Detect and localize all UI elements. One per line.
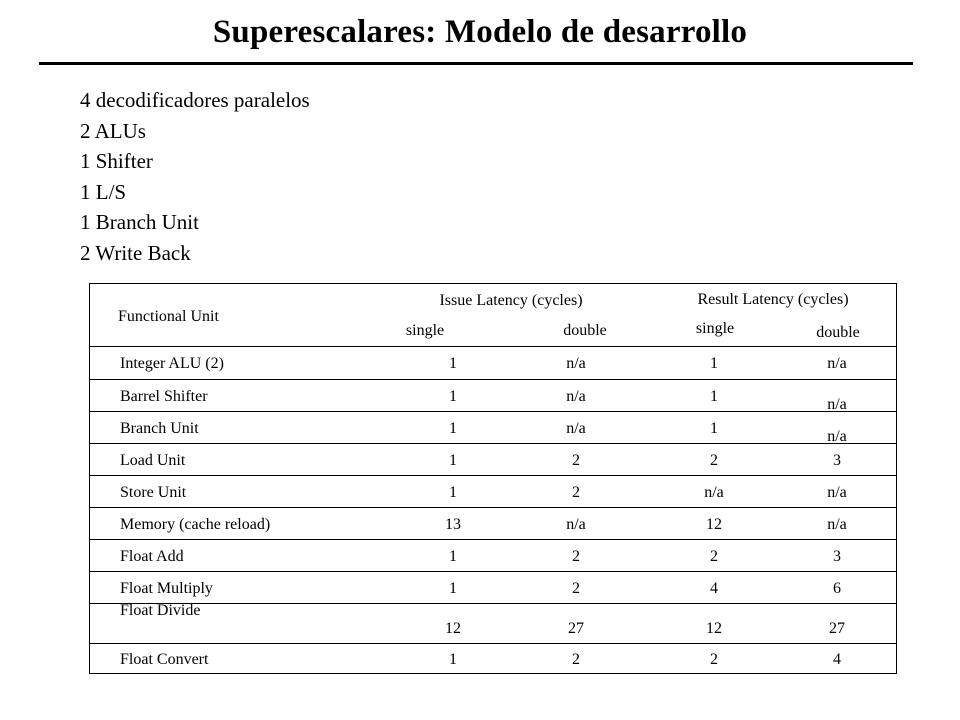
row-divider	[90, 443, 896, 444]
unit-name-cell: Float Multiply	[120, 580, 213, 597]
latency-cell-issue-double: 2	[572, 452, 580, 469]
latency-cell-issue-double: 2	[572, 651, 580, 668]
unit-name-cell: Float Convert	[120, 651, 209, 668]
latency-cell-result-single: 12	[706, 620, 722, 637]
latency-cell-result-single: 1	[710, 355, 718, 372]
row-divider	[90, 379, 896, 380]
latency-cell-issue-single: 1	[449, 420, 457, 437]
row-divider	[90, 571, 896, 572]
unit-name-cell: Integer ALU (2)	[120, 355, 224, 372]
latency-cell-result-double: n/a	[827, 355, 847, 372]
unit-name-cell: Load Unit	[120, 452, 186, 469]
spec-item: 2 Write Back	[80, 240, 191, 265]
latency-cell-issue-single: 1	[449, 452, 457, 469]
latency-cell-result-double: n/a	[827, 396, 847, 413]
latency-cell-result-double: 27	[829, 620, 845, 637]
spec-item: 1 Shifter	[80, 149, 153, 173]
unit-name-cell: Float Divide	[120, 602, 201, 619]
latency-cell-result-single: 1	[710, 388, 718, 405]
latency-cell-result-double: 3	[833, 548, 841, 565]
unit-name-cell: Float Add	[120, 548, 184, 565]
spec-item: 2 ALUs	[80, 118, 146, 143]
latency-cell-issue-double: 2	[572, 548, 580, 565]
header-issue-single: single	[405, 322, 445, 339]
spec-item: 1 L/S	[80, 179, 127, 204]
spec-item: 1 Branch Unit	[80, 210, 199, 234]
row-divider	[90, 475, 896, 476]
row-divider	[90, 603, 896, 604]
latency-cell-issue-double: n/a	[566, 516, 586, 533]
row-divider	[90, 539, 896, 540]
latency-cell-issue-double: 2	[572, 484, 580, 501]
latency-cell-issue-single: 1	[449, 388, 457, 405]
latency-cell-issue-double: 2	[572, 580, 580, 597]
latency-cell-result-single: 2	[710, 548, 718, 565]
slide-title: Superescalares: Modelo de desarrollo	[212, 14, 748, 50]
row-divider	[90, 643, 896, 644]
latency-cell-result-single: 12	[706, 516, 722, 533]
latency-cell-result-double: n/a	[827, 516, 847, 533]
latency-cell-result-double: n/a	[827, 484, 847, 501]
latency-cell-issue-single: 1	[449, 548, 457, 565]
latency-cell-issue-single: 1	[449, 355, 457, 372]
header-functional-unit: Functional Unit	[118, 308, 219, 325]
latency-cell-issue-single: 12	[445, 620, 461, 637]
header-issue-latency: Issue Latency (cycles)	[439, 292, 583, 309]
latency-cell-result-single: 4	[710, 580, 718, 597]
spec-list	[80, 85, 310, 268]
unit-name-cell: Branch Unit	[120, 420, 199, 437]
header-divider	[90, 346, 896, 347]
latency-table	[89, 283, 897, 674]
latency-cell-result-double: n/a	[827, 428, 847, 445]
header-result-single: single	[695, 320, 735, 337]
title-underline	[39, 62, 913, 65]
latency-cell-issue-single: 1	[449, 484, 457, 501]
unit-name-cell: Memory (cache reload)	[120, 516, 271, 533]
latency-cell-result-single: 2	[710, 651, 718, 668]
latency-cell-issue-double: n/a	[566, 388, 586, 405]
unit-name-cell: Barrel Shifter	[120, 388, 208, 405]
latency-cell-issue-double: n/a	[566, 355, 586, 372]
latency-cell-issue-double: 27	[568, 620, 584, 637]
latency-cell-result-single: 2	[710, 452, 718, 469]
spec-item: 4 decodificadores paralelos	[80, 88, 310, 112]
latency-cell-result-single: 1	[710, 420, 718, 437]
header-result-latency: Result Latency (cycles)	[697, 291, 849, 308]
latency-cell-result-double: 6	[833, 580, 841, 597]
latency-cell-result-double: 4	[833, 651, 841, 668]
latency-cell-result-single: n/a	[704, 484, 724, 501]
latency-cell-issue-single: 1	[449, 651, 457, 668]
row-divider	[90, 411, 896, 412]
header-result-double: double	[816, 324, 860, 341]
latency-cell-result-double: 3	[833, 452, 841, 469]
row-divider	[90, 507, 896, 508]
header-issue-double: double	[563, 322, 607, 339]
unit-name-cell: Store Unit	[120, 484, 187, 501]
latency-cell-issue-single: 1	[449, 580, 457, 597]
latency-cell-issue-single: 13	[445, 516, 461, 533]
latency-cell-issue-double: n/a	[566, 420, 586, 437]
